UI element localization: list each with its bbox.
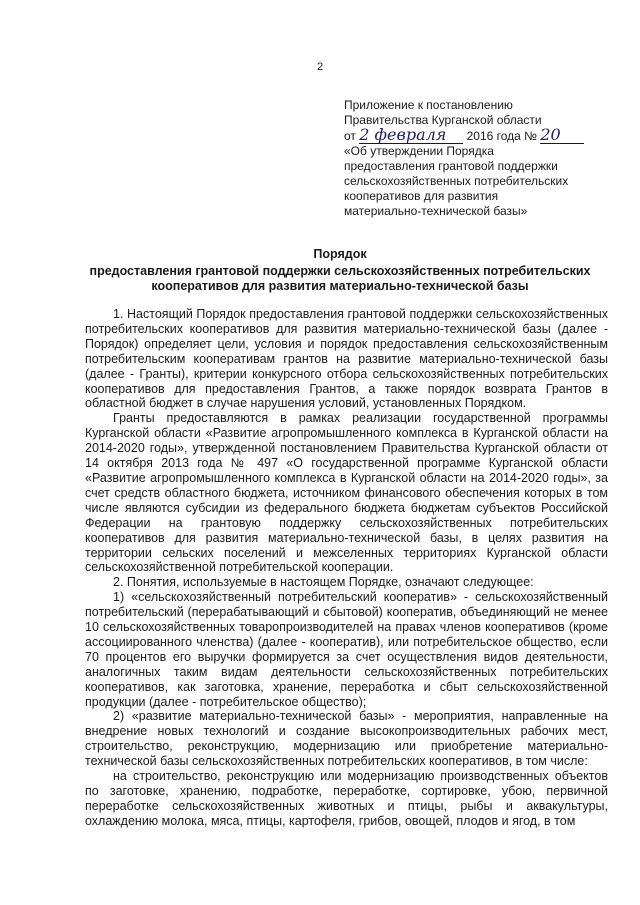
paragraph-4: 1) «сельскохозяйственный потребительский кооператив» - сельскохозяйственный потребительский (перерабатывающий и сбытовой) кооператив, объединяющий не менее 10 сельскохозяйственных товаропроизводителей на правах членов кооперативов (кроме ассоциированного членства) (далее - кооператив), или потребительское общество, если 70 процентов его выручки формируется за счет осуществления видов деятельности, аналогичных таким видам деятельности сельскохозяйственных потребительских кооперативов, как заготовка, хранение, переработка и сбыт сельскохозяйственной продукции (далее - потребительское общество); — [85, 590, 608, 709]
document-heading: Порядок — [313, 247, 367, 261]
appendix-title-line: материально-технической базы» — [344, 204, 528, 218]
appendix-block — [344, 98, 614, 219]
paragraph-2: Гранты предоставляются в рамках реализации государственной программы Курганской области «Развитие агропромышленного комплекса в Курганской области на 2014-2020 годы», утвержденной постановлением Правительства Курганской области от 14 октября 2013 года № 497 «О государственной программе Курганской области «Развитие агропромышленного комплекса в Курганской области на 2014-2020 годы», за счет средств областного бюджета, источником финансового обеспечения которых в том числе являются субсидии из федерального бюджета бюджетам субъектов Российской Федерации на грантовую поддержку сельскохозяйственных потребительских кооперативов для развития материально-технической базы, в целях развития на территории сельских поселений и межселенных территориях Курганской области сельскохозяйственной потребительской кооперации. — [85, 411, 608, 575]
page-number: 2 — [316, 61, 324, 73]
appendix-line-2: Правительства Курганской области — [344, 113, 542, 127]
document-title-line-1: предоставления грантовой поддержки сельскохозяйственных потребительских — [89, 264, 591, 278]
appendix-title-line: кооперативов для развития — [344, 189, 499, 203]
date-handwritten-field — [359, 125, 463, 144]
number-handwritten: 20 — [540, 125, 561, 144]
date-handwritten: 2 февраля — [359, 125, 447, 144]
paragraph-1: 1. Настоящий Порядок предоставления грантовой поддержки сельскохозяйственных потребительских кооперативов для развития материально-технической базы (далее - Порядок) определяет цели, условия и порядок предоставления сельскохозяйственным потребительским кооперативам грантов на развитие материально-технической базы (далее - Гранты), критерии конкурсного отбора сельскохозяйственных потребительских кооперативов для предоставления Грантов, а также порядок возврата Грантов в областной бюджет в случае нарушения условий, установленных Порядком. — [85, 307, 608, 411]
appendix-title-line: «Об утверждении Порядка — [344, 144, 494, 158]
appendix-date-line — [344, 125, 614, 144]
date-prefix: от — [344, 129, 356, 143]
appendix-title-line: сельскохозяйственных потребительских — [344, 174, 569, 188]
paragraph-6: на строительство, реконструкцию или модернизацию производственных объектов по заготовке, хранению, подработке, переработке, сортировке, убою, первичной переработке сельскохозяйственных животных и птицы, рыбы и аквакультуры, охлаждению молока, мяса, птицы, картофеля, грибов, овощей, плодов и ягод, в том — [85, 769, 608, 828]
number-handwritten-field — [540, 125, 584, 144]
appendix-line-1: Приложение к постановлению — [344, 98, 513, 112]
document-body — [85, 307, 608, 829]
paragraph-3: 2. Понятия, используемые в настоящем Порядке, означают следующее: — [113, 575, 534, 590]
document-title-line-2: кооперативов для развития материально-технической базы — [151, 279, 529, 293]
appendix-title-line: предоставления грантовой поддержки — [344, 159, 558, 173]
paragraph-5: 2) «развитие материально-технической базы» - мероприятия, направленные на внедрение новых технологий и создание высокопроизводительных рабочих мест, строительство, реконструкцию, модернизацию или приобретение материально-технической базы сельскохозяйственных потребительских кооперативов, в том числе: — [85, 709, 608, 769]
date-suffix: 2016 года № — [466, 129, 538, 143]
